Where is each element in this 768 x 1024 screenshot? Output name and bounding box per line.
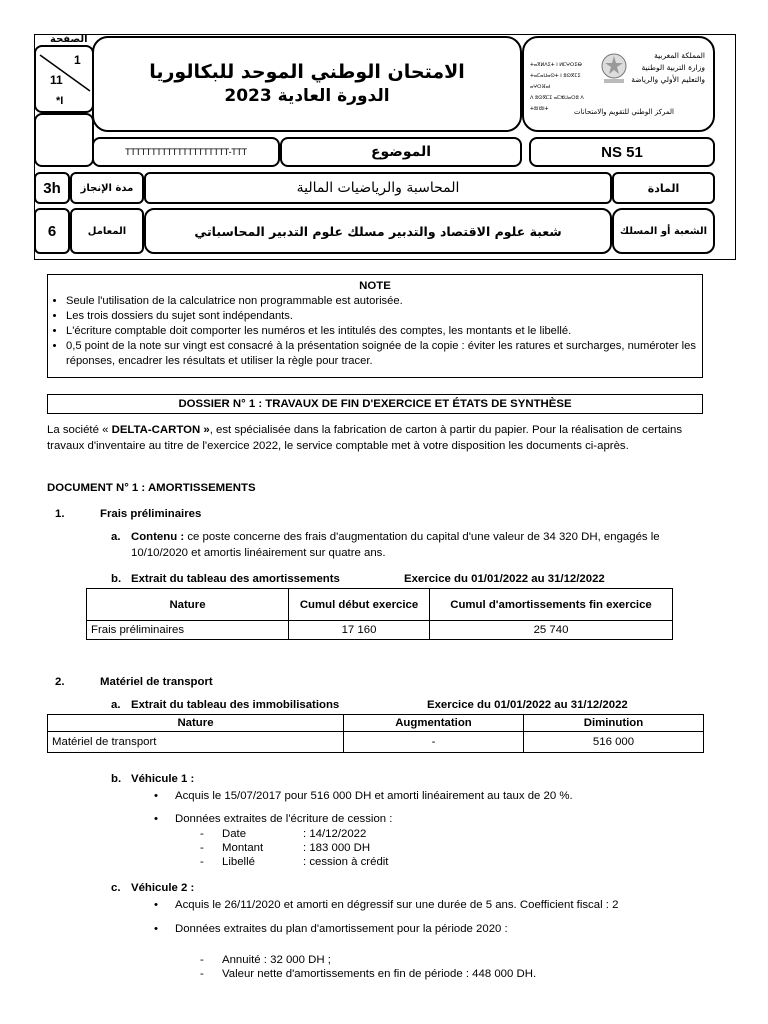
exam-session: الدورة العادية 2023 [224, 86, 390, 106]
coef-label: المعامل [87, 225, 127, 237]
exam-title: الامتحان الوطني الموحد للبكالوريا [149, 61, 465, 83]
cession-value: : 183 000 DH [303, 842, 371, 854]
bullet-icon: • [154, 790, 158, 802]
s2c-bullet1: Acquis le 26/11/2020 et amorti en dégressif sur une durée de 5 ans. Coefficient fiscal : 2 [175, 899, 619, 911]
duration-label-box [70, 172, 144, 204]
ministry-box [522, 36, 715, 132]
subject-field-label: المادة [647, 181, 680, 195]
ministry-latin [530, 60, 592, 115]
s2b-bullet2: Données extraites de l'écriture de cession : [175, 813, 393, 825]
bullet-icon: • [154, 923, 158, 935]
page-number-box [34, 45, 94, 113]
ministry-latin-line1: ⵜⴰⴳⵍⴷⵉⵜ ⵏ ⵍⵎⵖⵔⵉⴱ [530, 62, 582, 68]
note-item: • L'écriture comptable doit comporter les numéros et les intitulés des comptes, les montants et le libellé. [66, 324, 702, 339]
exam-title-box [92, 36, 522, 132]
subject-label: الموضوع [370, 144, 432, 160]
table-cell: 516 000 [524, 732, 704, 753]
table-header: Nature [87, 589, 289, 621]
duration-value-box [34, 172, 70, 204]
s1b-period: Exercice du 01/01/2022 au 31/12/2022 [404, 573, 605, 585]
ministry-line4: المركز الوطني للتقويم والامتحانات [574, 108, 674, 116]
table-cell: - [344, 732, 524, 753]
dossier-intro [47, 422, 711, 454]
subject-field-label-box [612, 172, 715, 204]
duration-label: مدة الإنجاز [80, 182, 134, 194]
subject-name: المحاسبة والرياضيات المالية [296, 180, 460, 196]
cession-value: : 14/12/2022 [303, 828, 367, 840]
note-title: NOTE [359, 280, 391, 292]
cession-label: Montant [222, 842, 264, 854]
s1a-text: ce poste concerne des frais d'augmentation du capital d'une valeur de 34 320 DH, engagés le 10/10/2020 et amortis linéairement sur quatre ans. [131, 531, 660, 559]
blank-box [34, 113, 94, 167]
code-strip: TTTTTTTTTTTTTTTTTTTT-TTT [125, 147, 247, 157]
table-header-row [48, 715, 704, 732]
stream-name: شعبة علوم الاقتصاد والتدبير مسلك علوم التدبير المحاسباتي [194, 223, 562, 239]
table-row [87, 621, 673, 640]
s1a-label: Contenu : [131, 531, 185, 543]
bullet-icon: • [154, 899, 158, 911]
dash-icon: - [200, 842, 204, 854]
page-number: 1 [74, 53, 81, 67]
cession-label: Libellé [222, 856, 255, 868]
s2b-letter: b. [111, 773, 122, 785]
table-header-row [87, 589, 673, 621]
note-item: • Les trois dossiers du sujet sont indépendants. [66, 309, 702, 324]
s2a-title: Extrait du tableau des immobilisations [131, 699, 340, 711]
cession-value: : cession à crédit [303, 856, 389, 868]
ministry-line1: المملكة المغربية [654, 51, 705, 60]
plan-item: Annuité : 32 000 DH ; [222, 954, 331, 966]
page-marker: *I [56, 95, 64, 107]
note-box [47, 274, 703, 378]
dash-icon: - [200, 856, 204, 868]
s2b-title: Véhicule 1 : [131, 773, 195, 785]
s1b-letter: b. [111, 573, 122, 585]
s2c-bullet2: Données extraites du plan d'amortissement pour la période 2020 : [175, 923, 508, 935]
dash-icon: - [200, 954, 204, 966]
coef-value: 6 [47, 222, 57, 240]
cession-label: Date [222, 828, 247, 840]
subject-code: NS 51 [601, 143, 643, 161]
coef-label-box [70, 208, 144, 254]
subject-code-box [529, 137, 715, 167]
note-item: • 0,5 point de la note sur vingt est consacré à la présentation soignée de la copie : éviter les ratures et surcharges, numéroter les réponses, encadrer les résultats et utiliser la règle pour tracer. [66, 339, 702, 369]
section1-title: Frais préliminaires [100, 508, 202, 520]
table-header: Diminution [524, 715, 704, 732]
s2b-bullet1: Acquis le 15/07/2017 pour 516 000 DH et amorti linéairement au taux de 20 %. [175, 790, 573, 802]
code-strip-box [92, 137, 280, 167]
bullet-icon: • [154, 813, 158, 825]
s2c-title: Véhicule 2 : [131, 882, 195, 894]
s1a-letter: a. [111, 531, 121, 543]
dash-icon: - [200, 828, 204, 840]
s2a-period: Exercice du 01/01/2022 au 31/12/2022 [427, 699, 628, 711]
intro-pre: La société « [47, 424, 112, 436]
note-list [48, 294, 702, 369]
section2-number: 2. [55, 676, 65, 688]
company-name: DELTA-CARTON » [111, 424, 210, 436]
s2c-letter: c. [111, 882, 121, 894]
duration-value: 3h [43, 179, 61, 197]
page-divider-line [36, 53, 92, 93]
table-header: Cumul début exercice [289, 589, 430, 621]
dossier-title-bar [47, 394, 703, 414]
table-cell: Frais préliminaires [87, 621, 289, 640]
table-header: Nature [48, 715, 344, 732]
stream-label-box [612, 208, 715, 254]
section1-number: 1. [55, 508, 65, 520]
subject-name-box [144, 172, 612, 204]
s1a-paragraph [131, 529, 709, 561]
s1b-title: Extrait du tableau des amortissements [131, 573, 340, 585]
subject-label-box [280, 137, 522, 167]
ministry-latin-line3: ⴷ ⵓⵙⴳⵎⵉ ⴰⵎⵣⵡⴰⵔⵓ ⴷ ⵜⵓⵏⵏⵓⵏⵜ [530, 95, 584, 112]
table-cell: 17 160 [289, 621, 430, 640]
table-cell: 25 740 [430, 621, 673, 640]
immobilisations-table [47, 714, 704, 753]
table-header: Augmentation [344, 715, 524, 732]
stream-label: الشعبة أو المسلك [619, 225, 708, 237]
amortization-table [86, 588, 673, 640]
ministry-line3: والتعليم الأولي والرياضة [631, 75, 705, 84]
table-row [48, 732, 704, 753]
dossier-title: DOSSIER N° 1 : TRAVAUX DE FIN D'EXERCICE ET ÉTATS DE SYNTHÈSE [178, 398, 572, 410]
document-title: DOCUMENT N° 1 : AMORTISSEMENTS [47, 482, 256, 494]
stream-name-box [144, 208, 612, 254]
dash-icon: - [200, 968, 204, 980]
table-header: Cumul d'amortissements fin exercice [430, 589, 673, 621]
ministry-arabic [610, 50, 705, 86]
intro-post: , est spécialisée dans la fabrication de carton à partir du papier. Pour la réalisation de certains travaux d'inventaire au titre de l'exercice 2022, le service comptable met à votre disposition les documents ci-après. [47, 424, 683, 452]
coef-value-box [34, 208, 70, 254]
s2a-letter: a. [111, 699, 121, 711]
page-total: 11 [50, 73, 63, 87]
ministry-latin-line2: ⵜⴰⵎⴰⵡⴰⵙⵜ ⵏ ⵓⵙⴳⵎⵉ ⴰⵖⵔⴼⴰⵏ [530, 73, 581, 90]
plan-item: Valeur nette d'amortissements en fin de période : 448 000 DH. [222, 968, 537, 980]
table-cell: Matériel de transport [48, 732, 344, 753]
section2-title: Matériel de transport [100, 676, 213, 688]
ministry-line2: وزارة التربية الوطنية [641, 63, 705, 72]
note-item: • Seule l'utilisation de la calculatrice non programmable est autorisée. [66, 294, 702, 309]
page-label: الصفحة [50, 34, 88, 45]
